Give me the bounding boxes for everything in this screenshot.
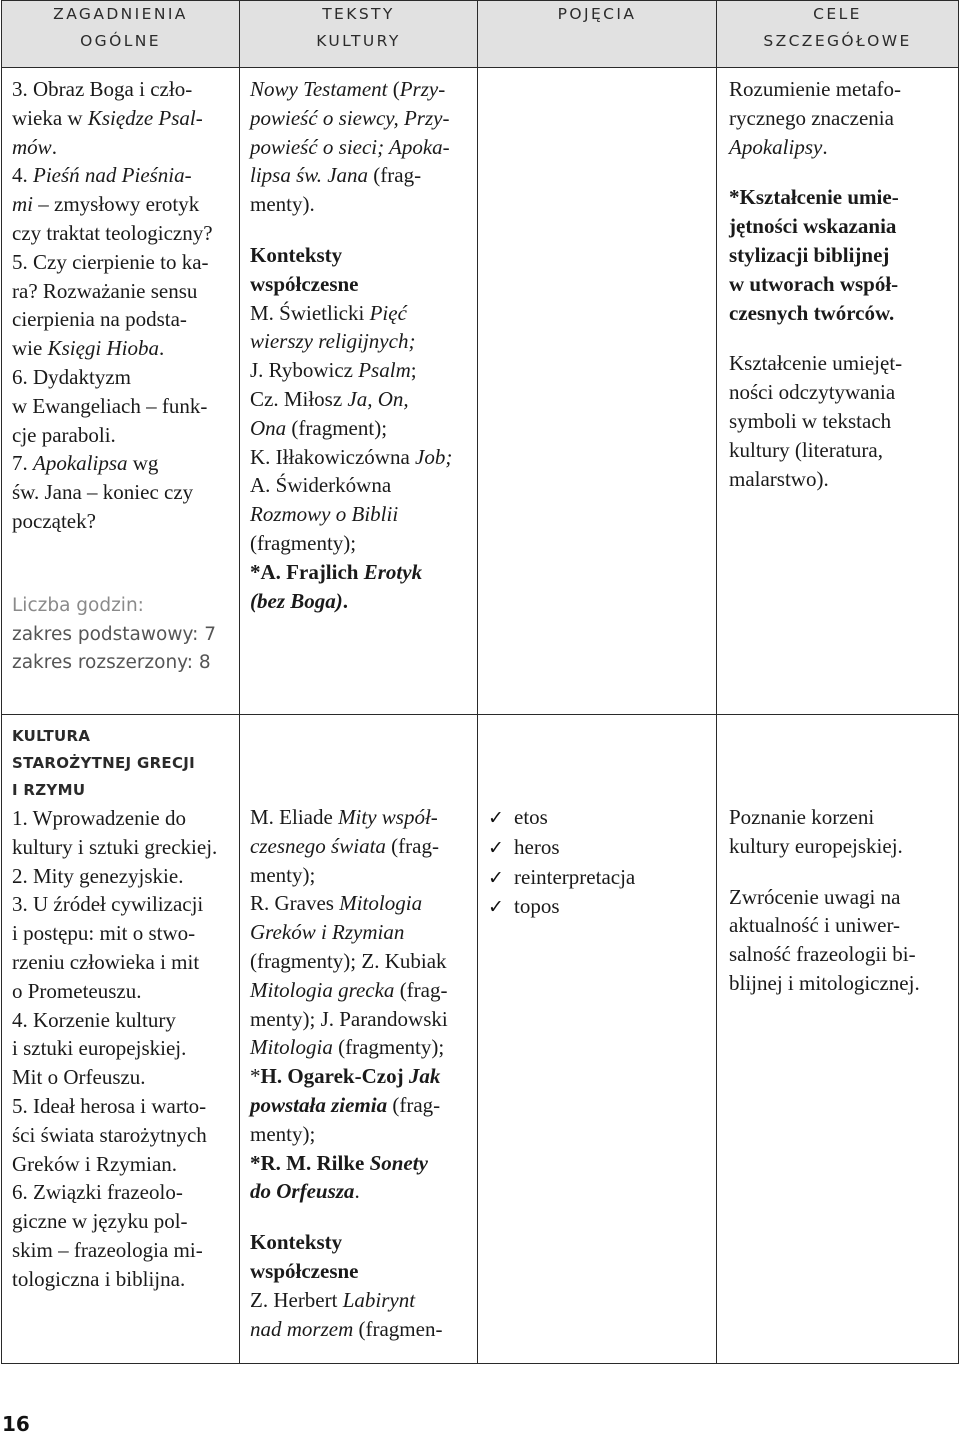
topics-list: KULTURA STAROŻYTNEJ GRECJI I RZYMU 1. Wprowadzenie do kultury i sztuki greckiej. 2. Mity genezyjskie. 3. U źródeł cywilizacji i postępu: mit o stwo- rzeniu człowieka i mit o Prometeuszu. 4. Korzenie kultury i sztuki europejskiej. Mit o Orfeuszu. 5. Ideał herosa i warto- ści świata starożytnych Greków i Rzymian. 6. Związki frazeolo- giczne w języku pol- skim – frazeologia mi- tologiczna i biblijna. xyxy=(2,715,239,1294)
contexts-heading: Konteksty xyxy=(250,242,343,267)
hours-basic: zakres podstawowy: 7 xyxy=(12,623,216,645)
checkmark-icon: ✓ xyxy=(488,896,504,919)
hours-extended: zakres rozszerzony: 8 xyxy=(12,652,211,674)
texts-list: M. Eliade Mity współ- czesnego świata (frag- menty); R. Graves Mitologia Greków i Rzymian (fragmenty); Z. Kubiak Mitologia grecka (frag- menty); J. Parandowski Mitologia (fragmenty); *H. Ogarek-Czoj Jak powstała ziemia (frag- menty); *R. M. Rilke Sonety do Orfeusza. Konteksty współczesne Z. Herbert Labirynt nad morzem (fragmen- xyxy=(240,715,477,1343)
checkmark-icon: ✓ xyxy=(488,807,504,829)
concepts-cell xyxy=(478,68,717,715)
texts-list: Nowy Testament (Przy- powieść o siewcy, Przy- powieść o sieci; Apoka- lipsa św. Jana (frag- menty). Konteksty współczesne M. Świetlicki Pięć wierszy religijnych; J. Rybowicz Psalm; Cz. Miłosz Ja, On, Ona (fragment); K. Iłłakowiczówna Job; A. Świderkówna Rozmowy o Biblii (fragmenty); *A. Frajlich Erotyk (bez Boga). xyxy=(240,68,477,615)
page-number: 16 xyxy=(2,1412,30,1436)
topics-cell xyxy=(2,715,240,1364)
topics-list: 3. Obraz Boga i czło- wieka w Księdze Psal- mów. 4. Pieśń nad Pieśnia- mi – zmysłowy erotyk czy traktat teologiczny? 5. Czy cierpienie to ka- ra? Rozważanie sensu cierpienia na podsta- wie Księgi Hioba. 6. Dydaktyzm w Ewangeliach – funk- cje paraboli. 7. Apokalipsa wg św. Jana – koniec czy początek? Liczba godzin: zakres podstawowy: 7 zakres rozszerzony: 8 xyxy=(2,68,239,678)
header-concepts: POJĘCIA xyxy=(478,1,717,68)
header-general-topics: ZAGADNIENIA OGÓLNE xyxy=(2,1,240,68)
table-row xyxy=(2,715,959,1364)
syllabus-table xyxy=(1,0,959,1364)
contexts-heading: Konteksty xyxy=(250,1230,343,1255)
goals-cell xyxy=(717,68,959,715)
checkmark-icon: ✓ xyxy=(488,836,504,859)
list-item: ✓ reinterpretacja xyxy=(488,863,710,893)
texts-cell xyxy=(240,68,478,715)
hours-label: Liczba godzin: xyxy=(12,594,144,616)
checkmark-icon: ✓ xyxy=(488,866,504,889)
concepts-cell xyxy=(478,715,717,1364)
list-item: ✓ heros xyxy=(488,833,710,863)
texts-cell xyxy=(240,715,478,1364)
goals-list: Poznanie korzeni kultury europejskiej. Zwrócenie uwagi na aktualność i uniwer- salność frazeologii bi- blijnej i mitologicznej. xyxy=(729,805,920,995)
list-item: ✓ topos xyxy=(488,892,710,922)
concepts-list-wrap xyxy=(478,715,716,922)
table-row xyxy=(2,68,959,715)
table-header-row xyxy=(2,1,959,68)
header-detailed-goals: CELE SZCZEGÓŁOWE xyxy=(717,1,959,68)
topics-cell xyxy=(2,68,240,715)
concepts-list xyxy=(488,803,710,922)
goals-cell xyxy=(717,715,959,1364)
header-culture-texts: TEKSTY KULTURY xyxy=(240,1,478,68)
section-title: KULTURA STAROŻYTNEJ GRECJI I RZYMU xyxy=(12,727,196,799)
goals-list: Rozumienie metafo- rycznego znaczenia Apokalipsy. *Kształcenie umie- jętności wskazania stylizacji biblijnej w utworach współ- czesnych twórców. Kształcenie umiejęt- ności odczytywania symboli w tekstach kultury (literatura, malarstwo). xyxy=(729,77,903,491)
list-item: ✓ etos xyxy=(488,803,710,833)
hours-block xyxy=(12,592,233,678)
